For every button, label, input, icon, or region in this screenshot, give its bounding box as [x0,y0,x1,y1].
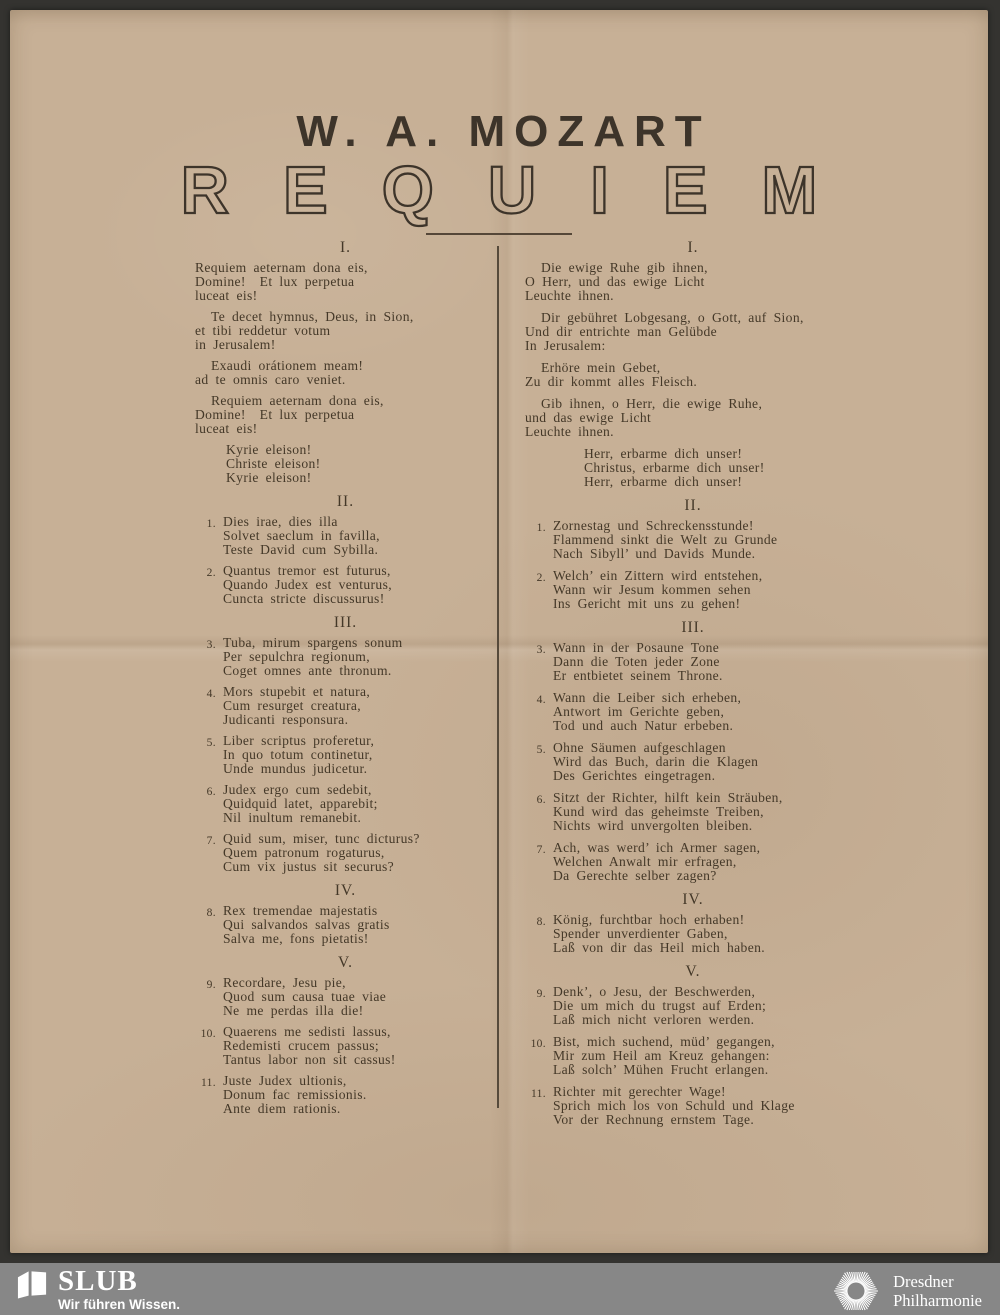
verse-line: Ach, was werd’ ich Armer sagen, [553,840,761,855]
verse-line: Exaudi orátionem meam! [211,358,364,373]
verse-line: O Herr, und das ewige Licht [525,274,705,289]
verse-line: Ante diem rationis. [223,1101,341,1116]
title-rule [426,233,572,235]
stanza [525,641,861,683]
verse-line: Christus, erbarme dich unser! [584,460,765,475]
verse-line: Antwort im Gerichte geben, [553,704,725,719]
stanza-number: 9. [206,978,216,991]
verse-line: Welch’ ein Zittern wird entstehen, [553,568,763,583]
stanza [195,564,496,606]
verse-line: Erhöre mein Gebet, [541,360,661,375]
verse-line: Quantus tremor est futurus, [223,563,391,578]
verse-line: Herr, erbarme dich unser! [584,446,743,461]
stanza [195,1074,496,1116]
stanza [525,791,861,833]
verse-line: Bist, mich suchend, müd’ gegangen, [553,1034,775,1049]
verse-line: Kyrie eleison! [226,470,312,485]
verse-line: Quod sum causa tuae viae [223,989,387,1004]
stanza-number: 8. [536,915,546,928]
verse-line: Wann in der Posaune Tone [553,640,720,655]
verse-line: Die ewige Ruhe gib ihnen, [541,260,708,275]
slub-tagline: Wir führen Wissen. [58,1297,181,1312]
stanza-number: 4. [206,687,216,700]
verse-line: Solvet saeclum in favilla, [223,528,380,543]
stanza-number: 9. [536,987,546,1000]
stanza [525,913,861,955]
verse-line: Dir gebühret Lobgesang, o Gott, auf Sion, [541,310,804,325]
verse-line: Cuncta stricte discussurus! [223,591,385,606]
verse-line: Des Gerichtes eingetragen. [553,768,716,783]
verse-line: Domine! Et lux perpetua [195,407,355,422]
stanza [195,636,496,678]
verse-line: Gib ihnen, o Herr, die ewige Ruhe, [541,396,763,411]
verse-line: ad te omnis caro veniet. [195,372,346,387]
verse-line: Zornestag und Schreckensstunde! [553,518,754,533]
slub-wordmark: SLUB [58,1265,138,1297]
verse-line: Liber scriptus proferetur, [223,733,375,748]
stanza [195,359,496,387]
stanza [195,976,496,1018]
section-heading: IV. [682,891,704,908]
verse-line: Quaerens me sedisti lassus, [223,1024,391,1039]
verse-line: Coget omnes ante thronum. [223,663,392,678]
stanza-number: 7. [536,843,546,856]
stanza [525,985,861,1027]
verse-line: Zu dir kommt alles Fleisch. [525,374,698,389]
verse-line: Tantus labor non sit cassus! [223,1052,396,1067]
verse-line: Cum resurget creatura, [223,698,362,713]
stanza-number: 5. [206,736,216,749]
stanza-number: 1. [536,521,546,534]
verse-line: Ins Gericht mit uns zu gehen! [553,596,741,611]
verse-line: Requiem aeternam dona eis, [211,393,384,408]
stanza [525,691,861,733]
verse-line: Redemisti crucem passus; [223,1038,379,1053]
stanza [195,394,496,436]
stanza [195,685,496,727]
stanza [195,310,496,352]
stanza [195,515,496,557]
verse-line: König, furchtbar hoch erhaben! [553,912,745,927]
verse-line: Richter mit gerechter Wage! [553,1084,726,1099]
stanza-number: 10. [200,1027,216,1040]
verse-line: Er entbietet seinem Throne. [553,668,723,683]
stanza-number: 3. [536,643,546,656]
stanza [525,261,861,303]
open-book-icon [16,1269,49,1299]
verse-line: Mors stupebit et natura, [223,684,371,699]
stanza [195,904,496,946]
philharmonie-name-line2: Philharmonie [893,1291,982,1310]
section-heading: III. [333,614,358,631]
stanza [525,311,861,353]
verse-line: Sprich mich los von Schuld und Klage [553,1098,795,1113]
verse-line: Quidquid latet, apparebit; [223,796,378,811]
stanza-number: 6. [206,785,216,798]
slub-logo [16,1267,180,1312]
verse-line: Nil inultum remanebit. [223,810,362,825]
stanza [525,1085,861,1127]
verse-line: Laß mich nicht verloren werden. [553,1012,755,1027]
verse-line: Sitzt der Richter, hilft kein Sträuben, [553,790,783,805]
verse-line: Per sepulchra regionum, [223,649,370,664]
verse-line: Wann die Leiber sich erheben, [553,690,742,705]
verse-line: Requiem aeternam dona eis, [195,260,368,275]
stanza-number: 10. [530,1037,546,1050]
verse-line: In quo totum continetur, [223,747,373,762]
section-heading: II. [336,493,355,510]
verse-line: Flammend sinkt die Welt zu Grunde [553,532,778,547]
stanza-number: 8. [206,906,216,919]
verse-line: Welchen Anwalt mir erfragen, [553,854,737,869]
verse-line: Laß von dir das Heil mich haben. [553,940,765,955]
verse-line: Da Gerechte selber zagen? [553,868,717,883]
stanza-number: 4. [536,693,546,706]
verse-line: Wann wir Jesum kommen sehen [553,582,751,597]
verse-line: Leuchte ihnen. [525,424,614,439]
stanza-number: 2. [536,571,546,584]
philharmonie-name-line1: Dresdner [893,1272,954,1291]
verse-line: Cum vix justus sit securus? [223,859,395,874]
verse-line: in Jerusalem! [195,337,276,352]
verse-line: Quem patronum rogaturus, [223,845,385,860]
stanza-number: 11. [531,1087,546,1100]
verse-line: Salva me, fons pietatis! [223,931,369,946]
verse-line: Spender unverdienter Gaben, [553,926,728,941]
verse-line: Und dir entrichte man Gelübde [525,324,718,339]
stanza [525,447,861,489]
verse-line: Quid sum, miser, tunc dicturus? [223,831,420,846]
verse-line: Judex ergo cum sedebit, [223,782,372,797]
stanza [195,443,496,485]
stanza [525,519,861,561]
verse-line: Quando Judex est venturus, [223,577,392,592]
verse-line: Ohne Säumen aufgeschlagen [553,740,726,755]
title-block [10,10,988,235]
verse-line: Mir zum Heil am Kreuz gehangen: [553,1048,770,1063]
verse-line: Domine! Et lux perpetua [195,274,355,289]
verse-line: Nichts wird unvergolten bleiben. [553,818,753,833]
stanza-number: 5. [536,743,546,756]
verse-line: Nach Sibyll’ und Davids Munde. [553,546,756,561]
verse-line: In Jerusalem: [525,338,606,353]
verse-line: Herr, erbarme dich unser! [584,474,743,489]
verse-line: Kund wird das geheimste Treiben, [553,804,764,819]
stanza [525,1035,861,1077]
philharmonie-name [893,1272,982,1310]
verse-line: Dann die Toten jeder Zone [553,654,720,669]
german-column [525,240,861,1135]
verse-line: Recordare, Jesu pie, [223,975,346,990]
stanza-number: 1. [206,517,216,530]
section-heading: V. [685,963,701,980]
section-heading: I. [687,239,699,256]
verse-line: Unde mundus judicetur. [223,761,368,776]
stanza [525,397,861,439]
stanza [525,741,861,783]
philharmonie-logo [831,1263,982,1315]
stanza [195,832,496,874]
verse-line: Vor der Rechnung ernstem Tage. [553,1112,755,1127]
verse-line: Tod und auch Natur erbeben. [553,718,734,733]
verse-line: Die um mich du trugst auf Erden; [553,998,767,1013]
verse-line: Donum fac remissionis. [223,1087,367,1102]
stanza-number: 11. [201,1076,216,1089]
document-page [10,10,988,1253]
verse-line: Denk’, o Jesu, der Beschwerden, [553,984,756,999]
verse-line: Judicanti responsura. [223,712,349,727]
verse-line: luceat eis! [195,421,258,436]
verse-line: Laß solch’ Mühen Frucht erlangen. [553,1062,769,1077]
stanza [195,734,496,776]
verse-line: Ne me perdas illa die! [223,1003,364,1018]
stanza [195,783,496,825]
stanza-number: 3. [206,638,216,651]
composer-title: W. A. MOZART [296,107,711,156]
verse-line: Qui salvandos salvas gratis [223,917,390,932]
stanza [525,361,861,389]
verse-line: Juste Judex ultionis, [223,1073,347,1088]
stanza-number: 2. [206,566,216,579]
section-heading: I. [339,239,352,256]
sunburst-icon [831,1266,881,1315]
section-heading: V. [337,954,354,971]
verse-line: Leuchte ihnen. [525,288,614,303]
text-columns [10,240,988,1135]
verse-line: Te decet hymnus, Deus, in Sion, [211,309,414,324]
footer-bar [0,1263,1000,1315]
verse-line: Rex tremendae majestatis [223,903,378,918]
section-heading: II. [684,497,702,514]
column-divider-rule [497,246,499,1108]
stanza [525,569,861,611]
verse-line: Teste David cum Sybilla. [223,542,379,557]
verse-line: Christe eleison! [226,456,321,471]
stanza [195,261,496,303]
section-heading: III. [681,619,705,636]
verse-line: Wird das Buch, darin die Klagen [553,754,759,769]
verse-line: luceat eis! [195,288,258,303]
verse-line: Kyrie eleison! [226,442,312,457]
verse-line: Tuba, mirum spargens sonum [223,635,403,650]
stanza-number: 7. [206,834,216,847]
latin-column [195,240,496,1123]
verse-line: Dies irae, dies illa [223,514,338,529]
verse-line: und das ewige Licht [525,410,652,425]
stanza-number: 6. [536,793,546,806]
section-heading: IV. [334,882,357,899]
stanza [525,841,861,883]
stanza [195,1025,496,1067]
verse-line: et tibi reddetur votum [195,323,331,338]
work-title: REQUIEM [180,153,872,228]
